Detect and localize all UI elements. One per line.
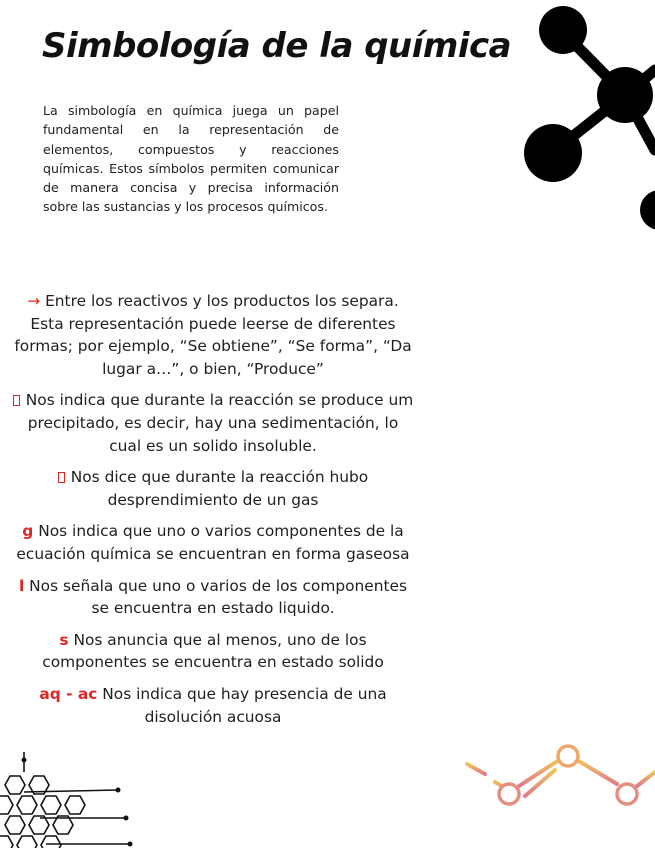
symbol-list [10, 290, 416, 737]
list-item [10, 629, 416, 674]
page-title: Simbología de la química [42, 26, 512, 66]
molecule-icon [515, 0, 655, 235]
list-item [10, 520, 416, 565]
gas-release-symbol-icon [58, 472, 65, 483]
item-text: Nos anuncia que al menos, uno de los componentes se encuentra en estado solido [42, 630, 384, 672]
item-text: Nos dice que durante la reacción hubo desprendimiento de un gas [70, 468, 369, 509]
list-item [10, 466, 416, 511]
item-text: Nos indica que durante la reacción se produce um precipitado, es decir, hay una sedimentación, lo cual es un solido insoluble. [25, 391, 414, 455]
precipitate-symbol-icon [13, 395, 20, 406]
list-item [10, 575, 416, 620]
liquid-symbol: l [18, 576, 25, 595]
intro-paragraph: La simbología en química juega un papel fundamental en la representación de elementos, compuestos y reacciones químicas. Estos símbolos permiten comunicar de manera concisa y precisa información sobre las sustancias y los procesos químicos. [43, 103, 339, 215]
item-text: Nos indica que hay presencia de una disolución acuosa [97, 684, 387, 726]
hexagon-circuit-icon [0, 752, 140, 848]
item-text: Nos señala que uno o varios de los componentes se encuentra en estado liquido. [24, 576, 408, 618]
arrow-symbol: → [27, 292, 41, 310]
solid-symbol: s [59, 630, 69, 649]
list-item [10, 389, 416, 457]
benzene-ring-icon [455, 698, 655, 848]
gas-symbol: g [22, 522, 34, 541]
item-text: Entre los reactivos y los productos los separa. Esta representación puede leerse de diferentes formas; por ejemplo, “Se obtiene”, “Se forma”, “Da lugar a…”, o bien, “Produce” [14, 292, 412, 378]
list-item [10, 290, 416, 380]
item-text: Nos indica que uno o varios componentes de la ecuación química se encuentran en forma gaseosa [16, 522, 410, 563]
aqueous-symbol: aq - ac [39, 684, 98, 703]
list-item [10, 683, 416, 728]
